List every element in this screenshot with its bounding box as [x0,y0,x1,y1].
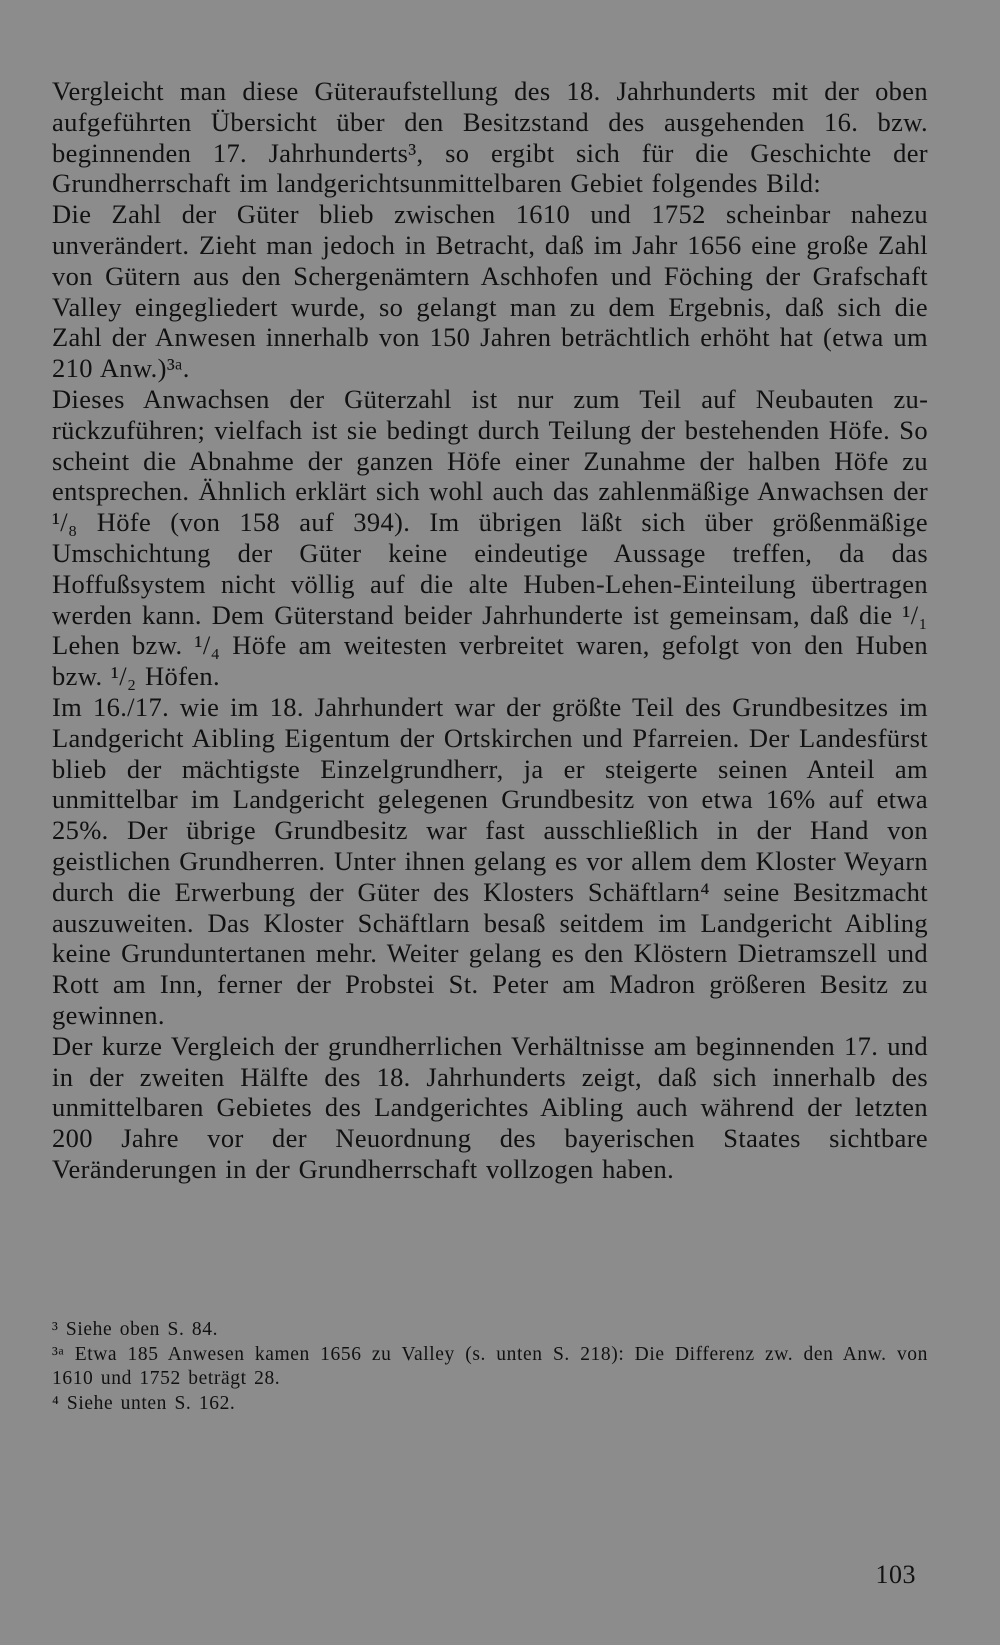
body-text [52,76,928,1185]
footnote-3: ³ Siehe oben S. 84. [52,1319,219,1340]
paragraph-conclusion: Der kurze Vergleich der grundherrlichen Verhältnisse am beginnenden 17. und in der zweiten Hälfte des 18. Jahrhunderts zeigt, daß sich innerhalb des unmittelbaren Gebietes des Landgerichtes Aibling auch während der letzten 200 Jahre vor der Neuordnung des bayerischen Staates sichtbare Veränderungen in der Grundherrschaft vollzogen haben. [52,1030,928,1184]
footnotes [52,1318,928,1416]
footnote-3a: ³ᵃ Etwa 185 Anwesen kamen 1656 zu Valley (s. unten S. 218): Die Differenz zw. den Anw. von 1610 und 1752 beträgt 28. [52,1343,928,1390]
paragraph-comparison-intro: Vergleicht man diese Güteraufstellung des 18. Jahrhunderts mit der oben aufgeführten Übersicht über den Besitzstand des ausgehenden 16. bzw. beginnenden 17. Jahrhunderts³, so ergibt sich für die Geschichte der Grundherrschaft im landgerichtsunmittelbaren Gebiet folgendes Bild: [52,76,928,199]
footnote-4: ⁴ Siehe unten S. 162. [52,1392,236,1414]
page-number: 103 [875,1560,916,1589]
paragraph-number-of-estates: Die Zahl der Güter blieb zwischen 1610 und 1752 scheinbar nahezu unverändert. Zieht man jedoch in Betracht, daß im Jahr 1656 eine große Zahl von Gütern aus den Schergenämtern Aschhofen und Föching der Grafschaft Valley eingegliedert wurde, so gelangt man zu dem Ergebnis, daß sich die Zahl der Anwesen innerhalb von 150 Jahren beträchtlich erhöht hat (etwa um 210 Anw.)³ᵃ. [52,199,928,384]
paragraph-growth-of-estates: Dieses Anwachsen der Güterzahl ist nur zum Teil auf Neubauten zurückzuführen; vielfach ist sie bedingt durch Teilung der bestehenden Höfe. So scheint die Abnahme der ganzen Höfe einer Zunahme der halben Höfe zu entsprechen. Ähnlich erklärt sich wohl auch das zahlenmäßige Anwachsen der ¹/₈ Höfe (von 158 auf 394). Im übrigen läßt sich über größenmäßige Umschichtung der Güter keine eindeutige Aussage treffen, da das Hoffußsystem nicht völlig auf die alte Huben-Lehen-Einteilung übertragen werden kann. Dem Güterstand beider Jahrhunderte ist gemeinsam, daß die ¹/₁ Lehen bzw. ¹/₄ Höfe am weitesten verbreitet waren, gefolgt von den Huben bzw. ¹/₂ Höfen. [52,383,928,692]
paragraph-land-ownership: Im 16./17. wie im 18. Jahrhundert war der größte Teil des Grundbesitzes im Landgericht Aibling Eigentum der Ortskirchen und Pfarreien. Der Landesfürst blieb der mächtigste Einzelgrundherr, ja er steigerte seinen Anteil am unmittelbar im Landgericht gelegenen Grundbesitz von etwa 16% auf etwa 25%. Der übrige Grundbesitz war fast ausschließlich in der Hand von geistlichen Grundherren. Unter ihnen gelang es vor allem dem Kloster Weyarn durch die Erwerbung der Güter des Klosters Schäftlarn⁴ seine Besitzmacht auszuweiten. Das Kloster Schäftlarn besaß seitdem im Landgericht Aibling keine Grunduntertanen mehr. Weiter gelang es den Klöstern Dietramszell und Rott am Inn, ferner der Probstei St. Peter am Madron größeren Besitz zu gewinnen. [52,691,928,1030]
